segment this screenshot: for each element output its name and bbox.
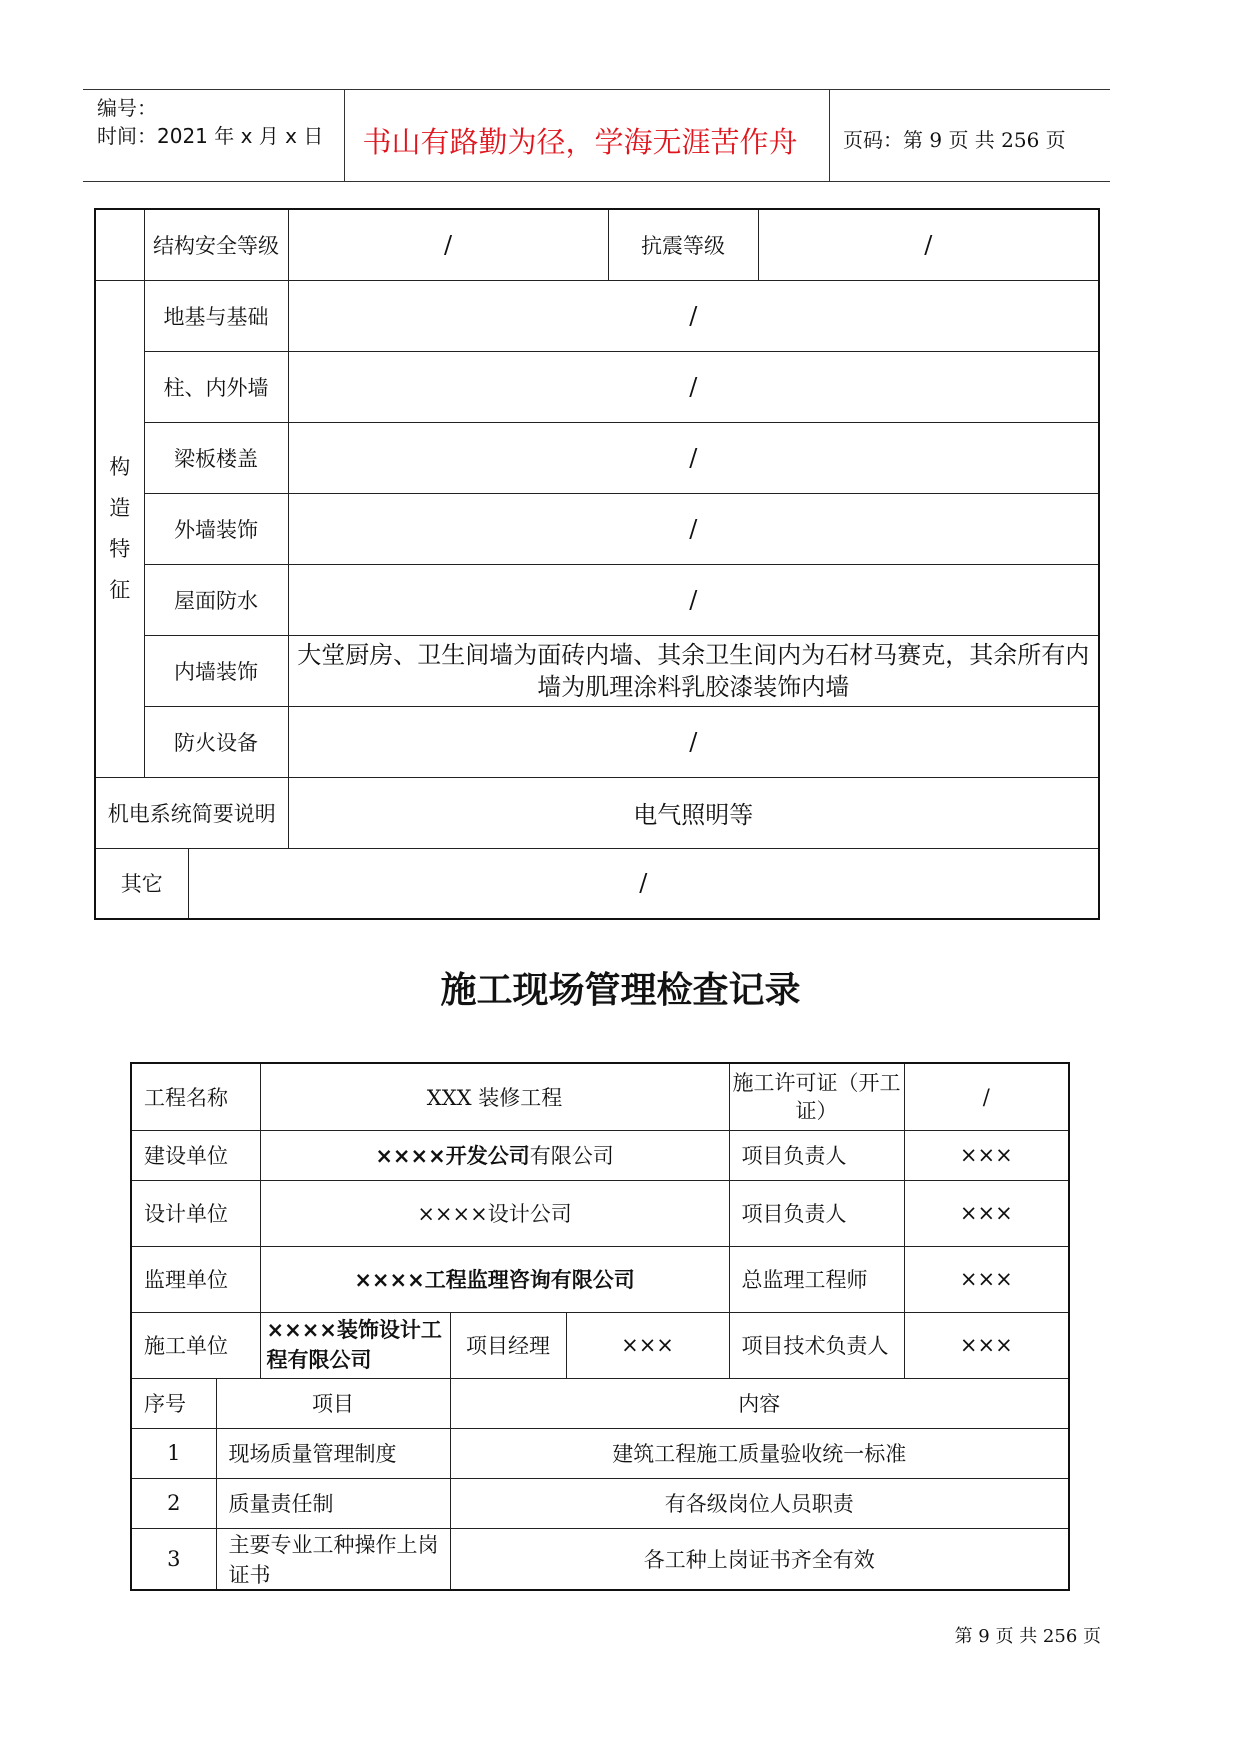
feature-label: 梁板楼盖 [144,422,288,493]
feature-label: 地基与基础 [144,280,288,351]
supervision-lead-label: 总监理工程师 [729,1246,904,1312]
row-item: 质量责任制 [216,1478,450,1528]
project-manager-value: ××× [566,1312,729,1378]
structure-grade-label: 结构安全等级 [144,209,288,280]
feature-label: 外墙装饰 [144,493,288,564]
feature-label: 内墙装饰 [144,635,288,706]
structure-features-table [94,208,1100,920]
feature-value: / [288,493,1099,564]
header-top-rule [83,89,1110,90]
feature-value: 大堂厨房、卫生间墙为面砖内墙、其余卫生间内为石材马赛克，其余所有内墙为肌理涂料乳胶漆装饰内墙 [288,635,1099,706]
other-label: 其它 [95,848,188,919]
other-value: / [188,848,1099,919]
feature-value: / [288,564,1099,635]
header-page-number: 页码：第 9 页 共 256 页 [843,128,1066,152]
header-divider-2 [829,89,830,181]
project-name-value: XXX 装修工程 [260,1063,729,1130]
table-row [131,1528,1069,1590]
page-title: 施工现场管理检查记录 [440,969,801,1011]
header-bottom-rule [83,181,1110,182]
document-code-label: 编号： [97,96,157,120]
site-management-table [130,1062,1070,1591]
col-header-no: 序号 [131,1378,216,1428]
feature-value: / [288,422,1099,493]
design-lead-value: ××× [904,1180,1069,1246]
contractor-value: ××××装饰设计工程有限公司 [260,1312,450,1378]
tech-lead-value: ××× [904,1312,1069,1378]
document-time: 时间：2021 年 x 月 x 日 [97,124,324,148]
blank-cell [95,209,144,280]
construction-features-group-label: 构 造 特 征 [95,280,144,777]
feature-label: 屋面防水 [144,564,288,635]
design-lead-label: 项目负责人 [729,1180,904,1246]
project-manager-label: 项目经理 [450,1312,566,1378]
mep-summary-value: 电气照明等 [288,777,1099,848]
row-no: 2 [131,1478,216,1528]
structure-grade-value: / [288,209,608,280]
row-item: 现场质量管理制度 [216,1428,450,1478]
row-content: 建筑工程施工质量验收统一标准 [450,1428,1069,1478]
row-no: 1 [131,1428,216,1478]
seismic-grade-label: 抗震等级 [608,209,758,280]
owner-value: ××××开发公司有限公司 [260,1130,729,1180]
design-label: 设计单位 [131,1180,260,1246]
mep-summary-label: 机电系统简要说明 [95,777,288,848]
col-header-item: 项目 [216,1378,450,1428]
table-row [131,1428,1069,1478]
feature-value: / [288,351,1099,422]
contractor-label: 施工单位 [131,1312,260,1378]
design-value: ××××设计公司 [260,1180,729,1246]
feature-value: / [288,280,1099,351]
supervision-lead-value: ××× [904,1246,1069,1312]
permit-label: 施工许可证（开工证） [729,1063,904,1130]
tech-lead-label: 项目技术负责人 [729,1312,904,1378]
row-content: 各工种上岗证书齐全有效 [450,1528,1069,1590]
seismic-grade-value: / [758,209,1099,280]
footer-page-number: 第 9 页 共 256 页 [954,1626,1101,1647]
feature-label: 防火设备 [144,706,288,777]
project-name-label: 工程名称 [131,1063,260,1130]
row-content: 有各级岗位人员职责 [450,1478,1069,1528]
col-header-content: 内容 [450,1378,1069,1428]
row-item: 主要专业工种操作上岗证书 [216,1528,450,1590]
permit-value: / [904,1063,1069,1130]
table-row [131,1478,1069,1528]
row-no: 3 [131,1528,216,1590]
supervision-value: ××××工程监理咨询有限公司 [260,1246,729,1312]
owner-label: 建设单位 [131,1130,260,1180]
feature-value: / [288,706,1099,777]
feature-label: 柱、内外墙 [144,351,288,422]
owner-lead-value: ××× [904,1130,1069,1180]
header-motto: 书山有路勤为径，学海无涯苦作舟 [362,125,798,159]
owner-lead-label: 项目负责人 [729,1130,904,1180]
supervision-label: 监理单位 [131,1246,260,1312]
